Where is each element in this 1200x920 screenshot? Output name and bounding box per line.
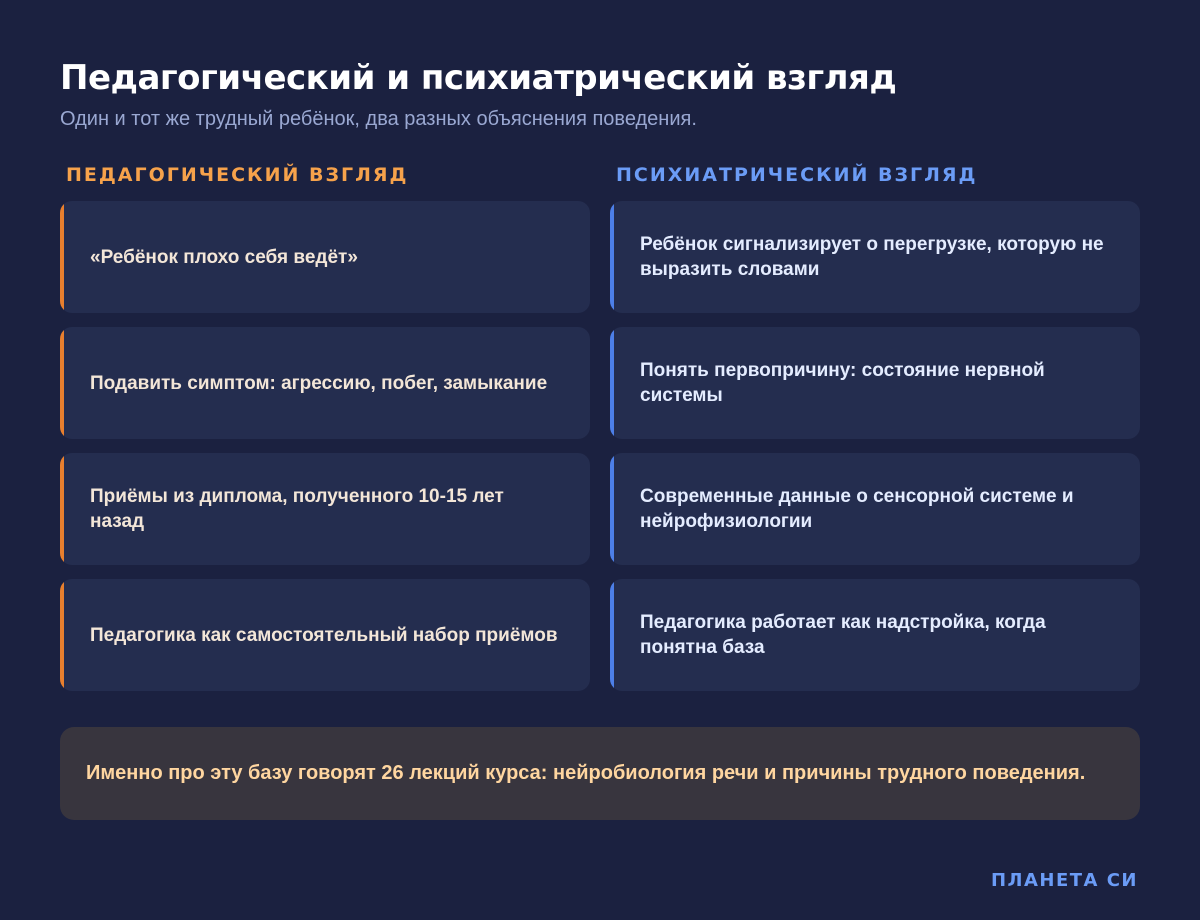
pedagogical-heading: ПЕДАГОГИЧЕСКИЙ ВЗГЛЯД <box>66 164 409 186</box>
brand-logo-text: ПЛАНЕТА СИ <box>990 870 1138 891</box>
pedagogical-card-text: Подавить симптом: агрессию, побег, замыкание <box>90 372 548 394</box>
psychiatric-card-text: Понять первопричину: состояние нервной системы <box>640 360 1045 406</box>
pedagogical-column <box>60 162 590 646</box>
pedagogical-card-text: Приёмы из диплома, полученного 10-15 лет назад <box>90 486 504 532</box>
psychiatric-heading: ПСИХИАТРИЧЕСКИЙ ВЗГЛЯД <box>616 164 978 186</box>
page-content <box>60 58 1140 658</box>
psychiatric-card-text: Ребёнок сигнализирует о перегрузке, которую не выразить словами <box>640 234 1104 280</box>
pedagogical-card <box>60 453 590 565</box>
psychiatric-card-text: Современные данные о сенсорной системе и нейрофизиологии <box>640 486 1074 532</box>
pedagogical-card <box>60 201 590 313</box>
pedagogical-card-text: Педагогика как самостоятельный набор приёмов <box>90 624 558 646</box>
pedagogical-card <box>60 579 590 691</box>
pedagogical-card-text: «Ребёнок плохо себя ведёт» <box>90 246 358 268</box>
course-note-text: Именно про эту базу говорят 26 лекций курса: нейробиология речи и причины трудного поведения. <box>86 762 1086 784</box>
psychiatric-card-text: Педагогика работает как надстройка, когда понятна база <box>640 612 1046 658</box>
psychiatric-column <box>610 162 1140 658</box>
page-title: Педагогический и психиатрический взгляд <box>60 58 897 98</box>
pedagogical-card <box>60 327 590 439</box>
psychiatric-card <box>610 327 1140 439</box>
course-note <box>60 727 1140 820</box>
psychiatric-card <box>610 201 1140 313</box>
psychiatric-card <box>610 453 1140 565</box>
comparison-columns <box>60 162 1140 692</box>
page-subtitle: Один и тот же трудный ребёнок, два разных объяснения поведения. <box>60 108 697 130</box>
psychiatric-card <box>610 579 1140 691</box>
